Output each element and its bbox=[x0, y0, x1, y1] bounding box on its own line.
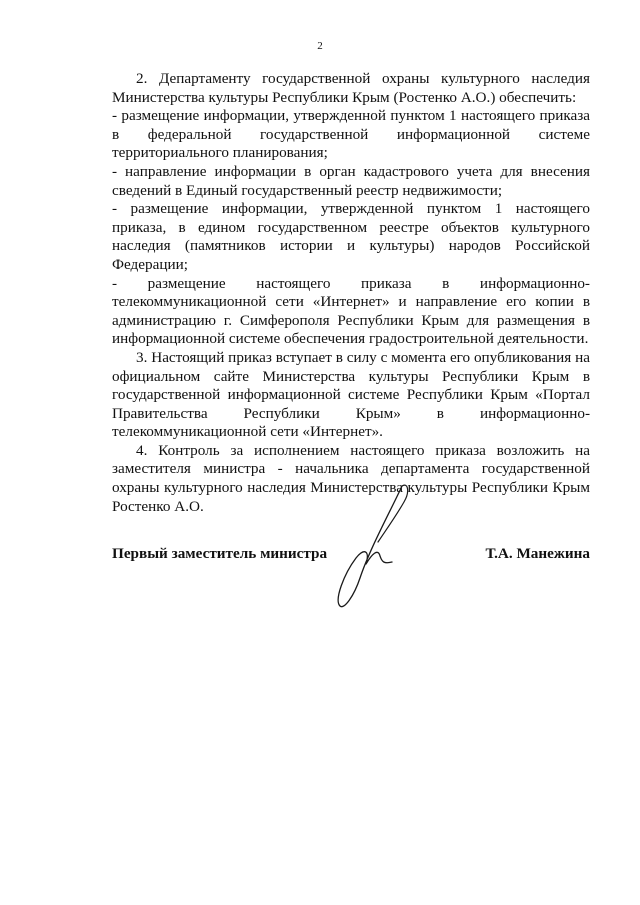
signer-title: Первый заместитель министра bbox=[112, 545, 328, 562]
paragraph-control: 4. Контроль за исполнением настоящего приказа возложить на заместителя министра - начальника департамента государственной охраны культурного наследия Министерства культуры Республики Крым Ростенко А.О. bbox=[112, 441, 590, 515]
paragraph-item-cadastral: - направление информации в орган кадастрового учета для внесения сведений в Единый государственный реестр недвижимости; bbox=[112, 162, 590, 199]
paragraph-department-duties: 2. Департаменту государственной охраны культурного наследия Министерства культуры Республики Крым (Ростенко А.О.) обеспечить: bbox=[112, 70, 590, 106]
page-number: 2 bbox=[317, 40, 323, 52]
paragraph-effective-date: 3. Настоящий приказ вступает в силу с момента его опубликования на официальном сайте Министерства культуры Республики Крым в государственной информационной системе Республики Крым «Портал Правительства Республики Крым» в информационно-телекоммуникационной сети «Интернет». bbox=[112, 348, 590, 441]
paragraph-item-heritage-registry: - размещение информации, утвержденной пунктом 1 настоящего приказа, в едином государственном реестре объектов культурного наследия (памятников истории и культуры) народов Российской Федерации; bbox=[112, 200, 590, 273]
signer-name: Т.А. Манежина bbox=[485, 545, 590, 562]
paragraph-item-fgis: - размещение информации, утвержденной пунктом 1 настоящего приказа в федеральной государственной информационной системе территориального планирования; bbox=[112, 107, 590, 162]
paragraph-item-internet: - размещение настоящего приказа в информационно-телекоммуникационной сети «Интернет» и направление его копии в администрацию г. Симферополя Республики Крым для размещения в информационной системе обеспечения градостроительной деятельности. bbox=[112, 274, 590, 348]
handwritten-signature bbox=[330, 478, 420, 618]
document-body bbox=[112, 70, 590, 516]
